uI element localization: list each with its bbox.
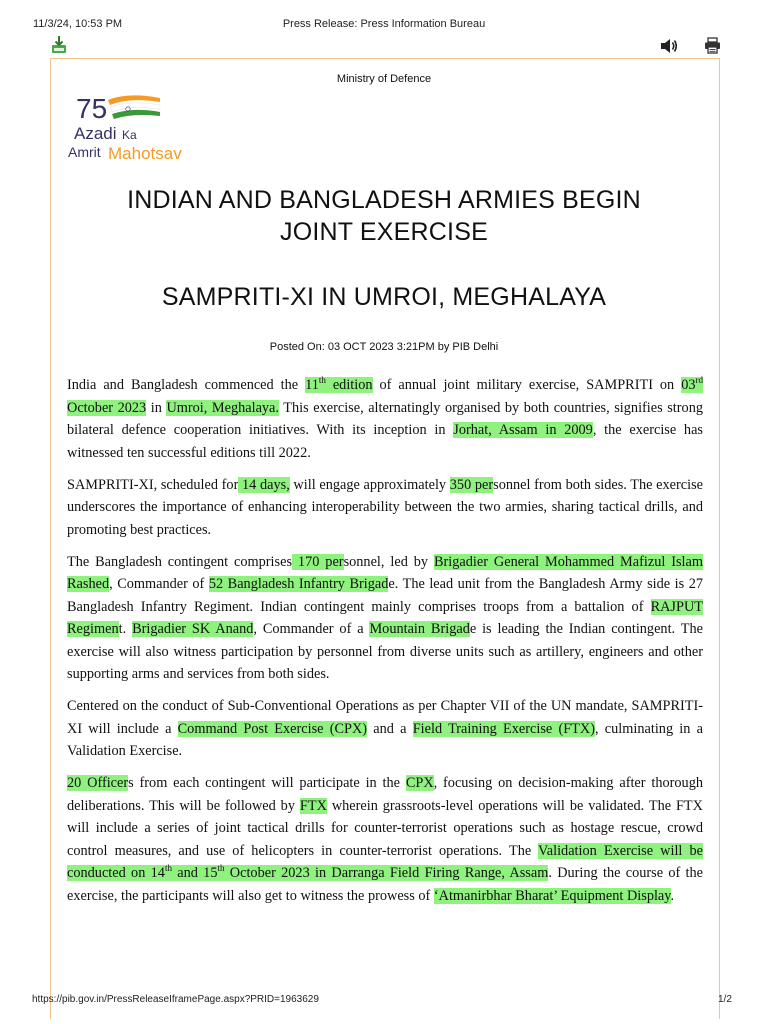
highlight: ‘Atmanirbhar Bharat’ Equipment Display [433,887,671,904]
print-datetime: 11/3/24, 10:53 PM [33,18,123,30]
highlight: CPX [405,775,434,791]
page-url: https://pib.gov.in/PressReleaseIframePage.aspx?PRID=1963629 [32,994,319,1005]
highlight: Umroi, Meghalaya. [166,399,279,416]
logo-azadi: Azadi [74,124,117,143]
logo-ka: Ka [122,128,137,142]
highlight: Brigadier General Mohammed Mafizul Islam Rashed [67,553,703,592]
highlight: 14 days, [238,476,290,493]
posted-on: Posted On: 03 OCT 2023 3:21PM by PIB Delhi [269,341,499,353]
title-line-1: INDIAN AND BANGLADESH ARMIES BEGIN [127,186,641,214]
highlight: Field Training Exercise (FTX) [412,720,595,737]
logo-mahotsav: Mahotsav [108,144,182,163]
page-title [0,184,768,248]
logo-amrit: Amrit [68,144,101,160]
paragraph-1: India and Bangladesh commenced the 11th edition of annual joint military exercise, SAMPRITI on 03rd October 2023 in Umroi, Meghalaya. This exercise, alternatingly organised by both countries, signifies strong bilateral defence cooperation initiatives. With its inception in Jorhat, Assam in 2009, the exercise has witnessed ten successful editions till 2022. [67,375,703,461]
printer-icon[interactable] [704,37,721,54]
highlight: 52 Bangladesh Infantry Brigad [208,576,389,592]
speaker-icon[interactable] [660,38,678,54]
paragraph-4: Centered on the conduct of Sub-Conventional Operations as per Chapter VII of the UN mandate, SAMPRITI-XI will include a Command Post Exercise (CPX) and a Field Training Exercise (FTX), culminating in a Validation Exercise. [67,698,703,759]
highlight: RAJPUT Regimen [67,598,703,637]
logo-number: 75 [76,93,108,124]
print-page-title: Press Release: Press Information Bureau [282,18,486,30]
highlight: Validation Exercise will be conducted on 14th and 15th October 2023 in Darranga Field Firing Range, Assam [67,842,703,881]
page-number: 1/2 [718,994,732,1005]
highlight: 20 Officer [67,775,129,791]
release-body [67,374,703,917]
paragraph-3: The Bangladesh contingent comprises 170 personnel, led by Brigadier General Mohammed Mafizul Islam Rashed, Commander of 52 Bangladesh Infantry Brigade. The lead unit from the Bangladesh Army side is 27 Bangladesh Infantry Regiment. Indian contingent mainly comprises troops from a battalion of RAJPUT Regiment. Brigadier SK Anand, Commander of a Mountain Brigade is leading the Indian contingent. The exercise will also witness participation by personnel from diverse units such as artillery, engineers and other supporting arms and services from both sides. [67,553,703,682]
paragraph-5: 20 Officers from each contingent will participate in the CPX, focusing on decision-making after thorough deliberations. This will be followed by FTX wherein grassroots-level operations will be validated. The FTX will include a series of joint tactical drills for counter-terrorist operations such as hostage rescue, crowd control measures, and use of helicopters in counter-terrorist operations. The Validation Exercise will be conducted on 14th and 15th October 2023 in Darranga Field Firing Range, Assam. During the course of the exercise, the participants will also get to witness the prowess of ‘Atmanirbhar Bharat’ Equipment Display. [67,775,704,904]
ministry-name: Ministry of Defence [336,73,432,85]
highlight: Command Post Exercise (CPX) [177,720,368,737]
highlight: 11th edition [305,375,373,393]
highlight: Mountain Brigad [369,621,470,637]
highlight: Brigadier SK Anand [132,621,254,637]
highlight: 03rd October 2023 [67,375,703,416]
highlight: Jorhat, Assam in 2009 [453,422,593,438]
highlight: 350 per [449,476,494,493]
download-icon[interactable] [51,36,67,54]
highlight: FTX [299,797,327,814]
azadi-ka-amrit-mahotsav-logo [68,88,198,164]
page-subtitle: SAMPRITI-XI IN UMROI, MEGHALAYA [161,283,607,311]
title-line-2: JOINT EXERCISE [280,218,488,246]
paragraph-2: SAMPRITI-XI, scheduled for 14 days, will engage approximately 350 personnel from both sides. The exercise underscores the importance of enhancing interoperability between the two armies, sharing tactical drills, and promoting best practices. [67,476,703,538]
highlight: 170 per [292,553,344,570]
